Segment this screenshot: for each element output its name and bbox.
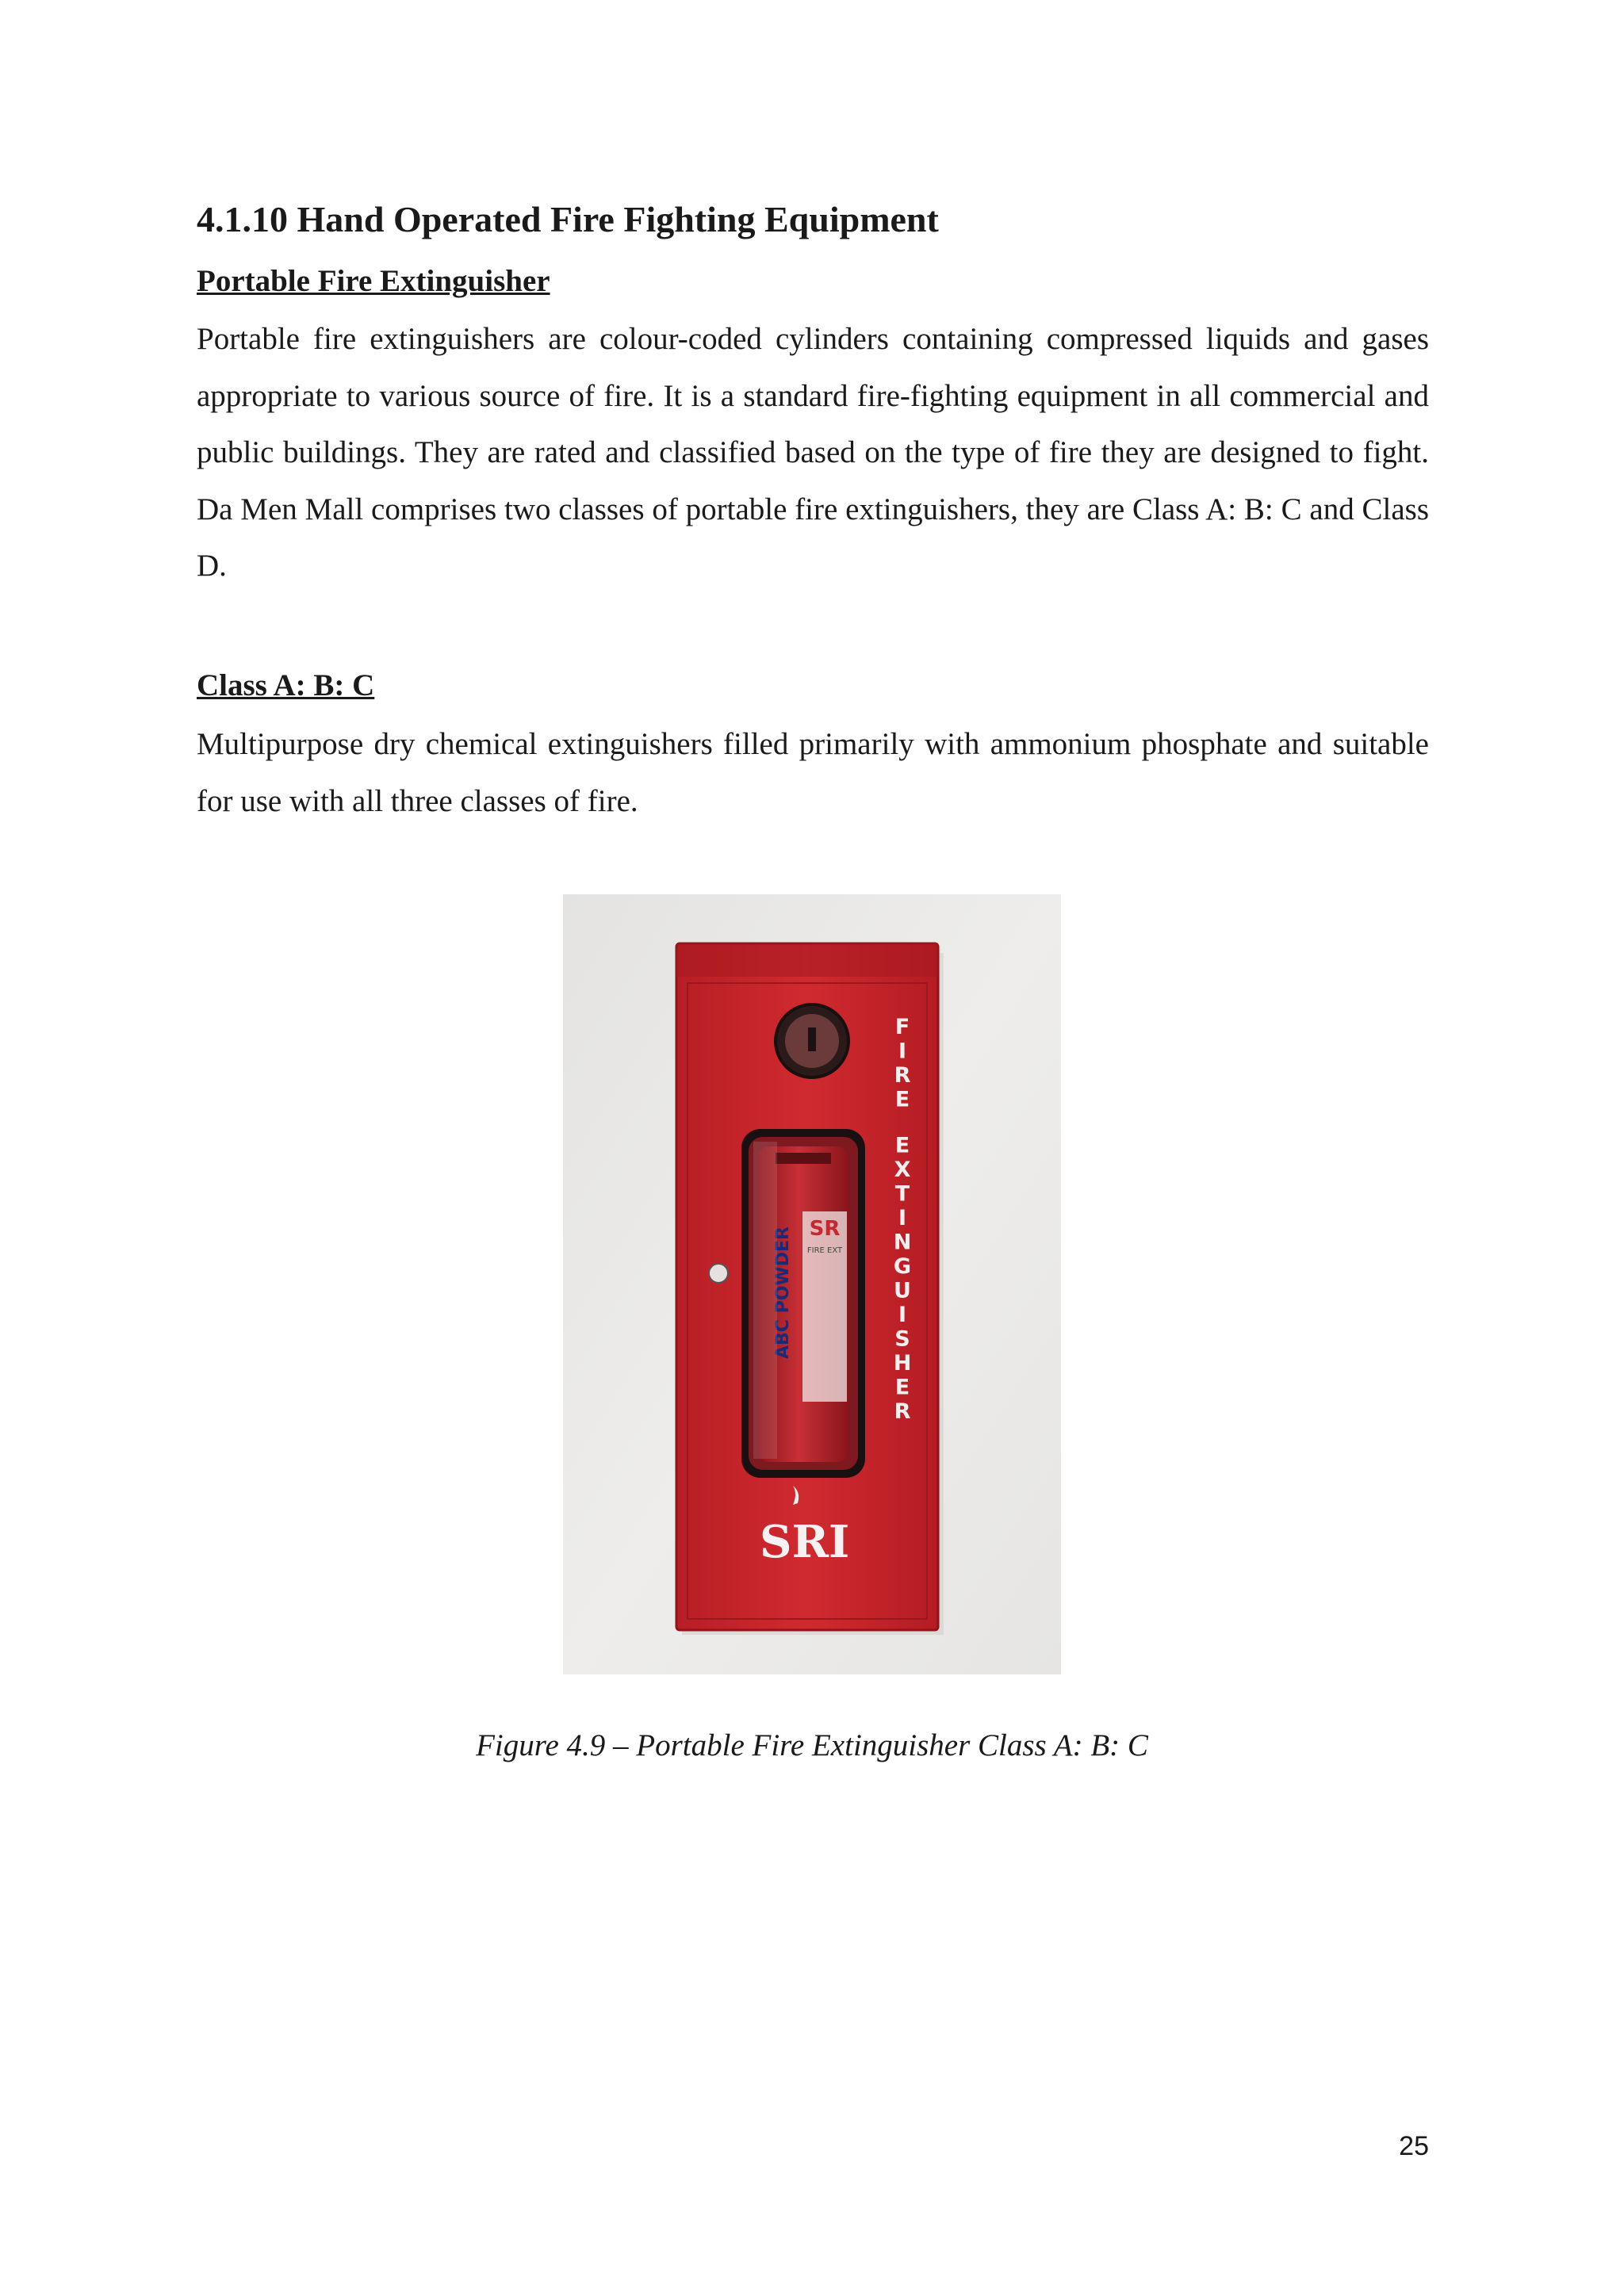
brand-logo: SRI: [760, 1516, 850, 1568]
figure-caption: Figure 4.9 – Portable Fire Extinguisher Class A: B: C: [476, 1728, 1148, 1762]
fire-extinguisher-cabinet-photo: [563, 894, 1061, 1674]
cylinder-brand: SR: [809, 1217, 841, 1241]
cylinder-text: FIRE EXT: [806, 1246, 843, 1255]
paragraph-portable-extinguishers: Portable fire extinguishers are colour-coded cylinders containing compressed liquids and gases appropriate to various source of fire. It is a standard fire-fighting equipment in all commercial and public buildings. They are rated and classified based on the type of fire they are designed to fight. Da Men Mall comprises two classes of portable fire extinguishers, they are Class A: B: C and Class D.: [197, 322, 1429, 583]
page-number: 25: [1399, 2131, 1429, 2161]
cabinet-label-letter: I: [898, 1039, 907, 1064]
cylinder-label: ABC POWDER: [773, 1226, 793, 1359]
cabinet-label-letter: N: [893, 1230, 912, 1255]
cabinet-label-letter: T: [894, 1181, 910, 1207]
cabinet-label-letter: I: [898, 1205, 907, 1230]
cabinet-label-letter: E: [894, 1087, 910, 1112]
cabinet: [676, 943, 938, 1630]
subheading-portable-fire-extinguisher: Portable Fire Extinguisher: [197, 264, 550, 298]
cabinet-label-letter: U: [894, 1278, 911, 1303]
cabinet-label-letter: R: [894, 1399, 911, 1424]
cabinet-label-letter: H: [893, 1350, 912, 1376]
cabinet-label-letter: E: [894, 1133, 910, 1158]
cabinet-label-letter: X: [894, 1157, 911, 1182]
section-heading: 4.1.10 Hand Operated Fire Fighting Equipment: [197, 199, 939, 239]
subheading-class-abc: Class A: B: C: [197, 668, 375, 702]
cabinet-label-letter: S: [894, 1326, 910, 1352]
cabinet-label-letter: G: [893, 1253, 912, 1279]
cabinet-label-letter: E: [894, 1375, 910, 1400]
cabinet-label-letter: I: [898, 1302, 907, 1327]
cabinet-label-letter: F: [894, 1015, 910, 1039]
paragraph-class-abc: Multipurpose dry chemical extinguishers filled primarily with ammonium phosphate and suitable for use with all three classes of fire.: [197, 727, 1429, 818]
cabinet-label-letter: R: [894, 1063, 911, 1088]
